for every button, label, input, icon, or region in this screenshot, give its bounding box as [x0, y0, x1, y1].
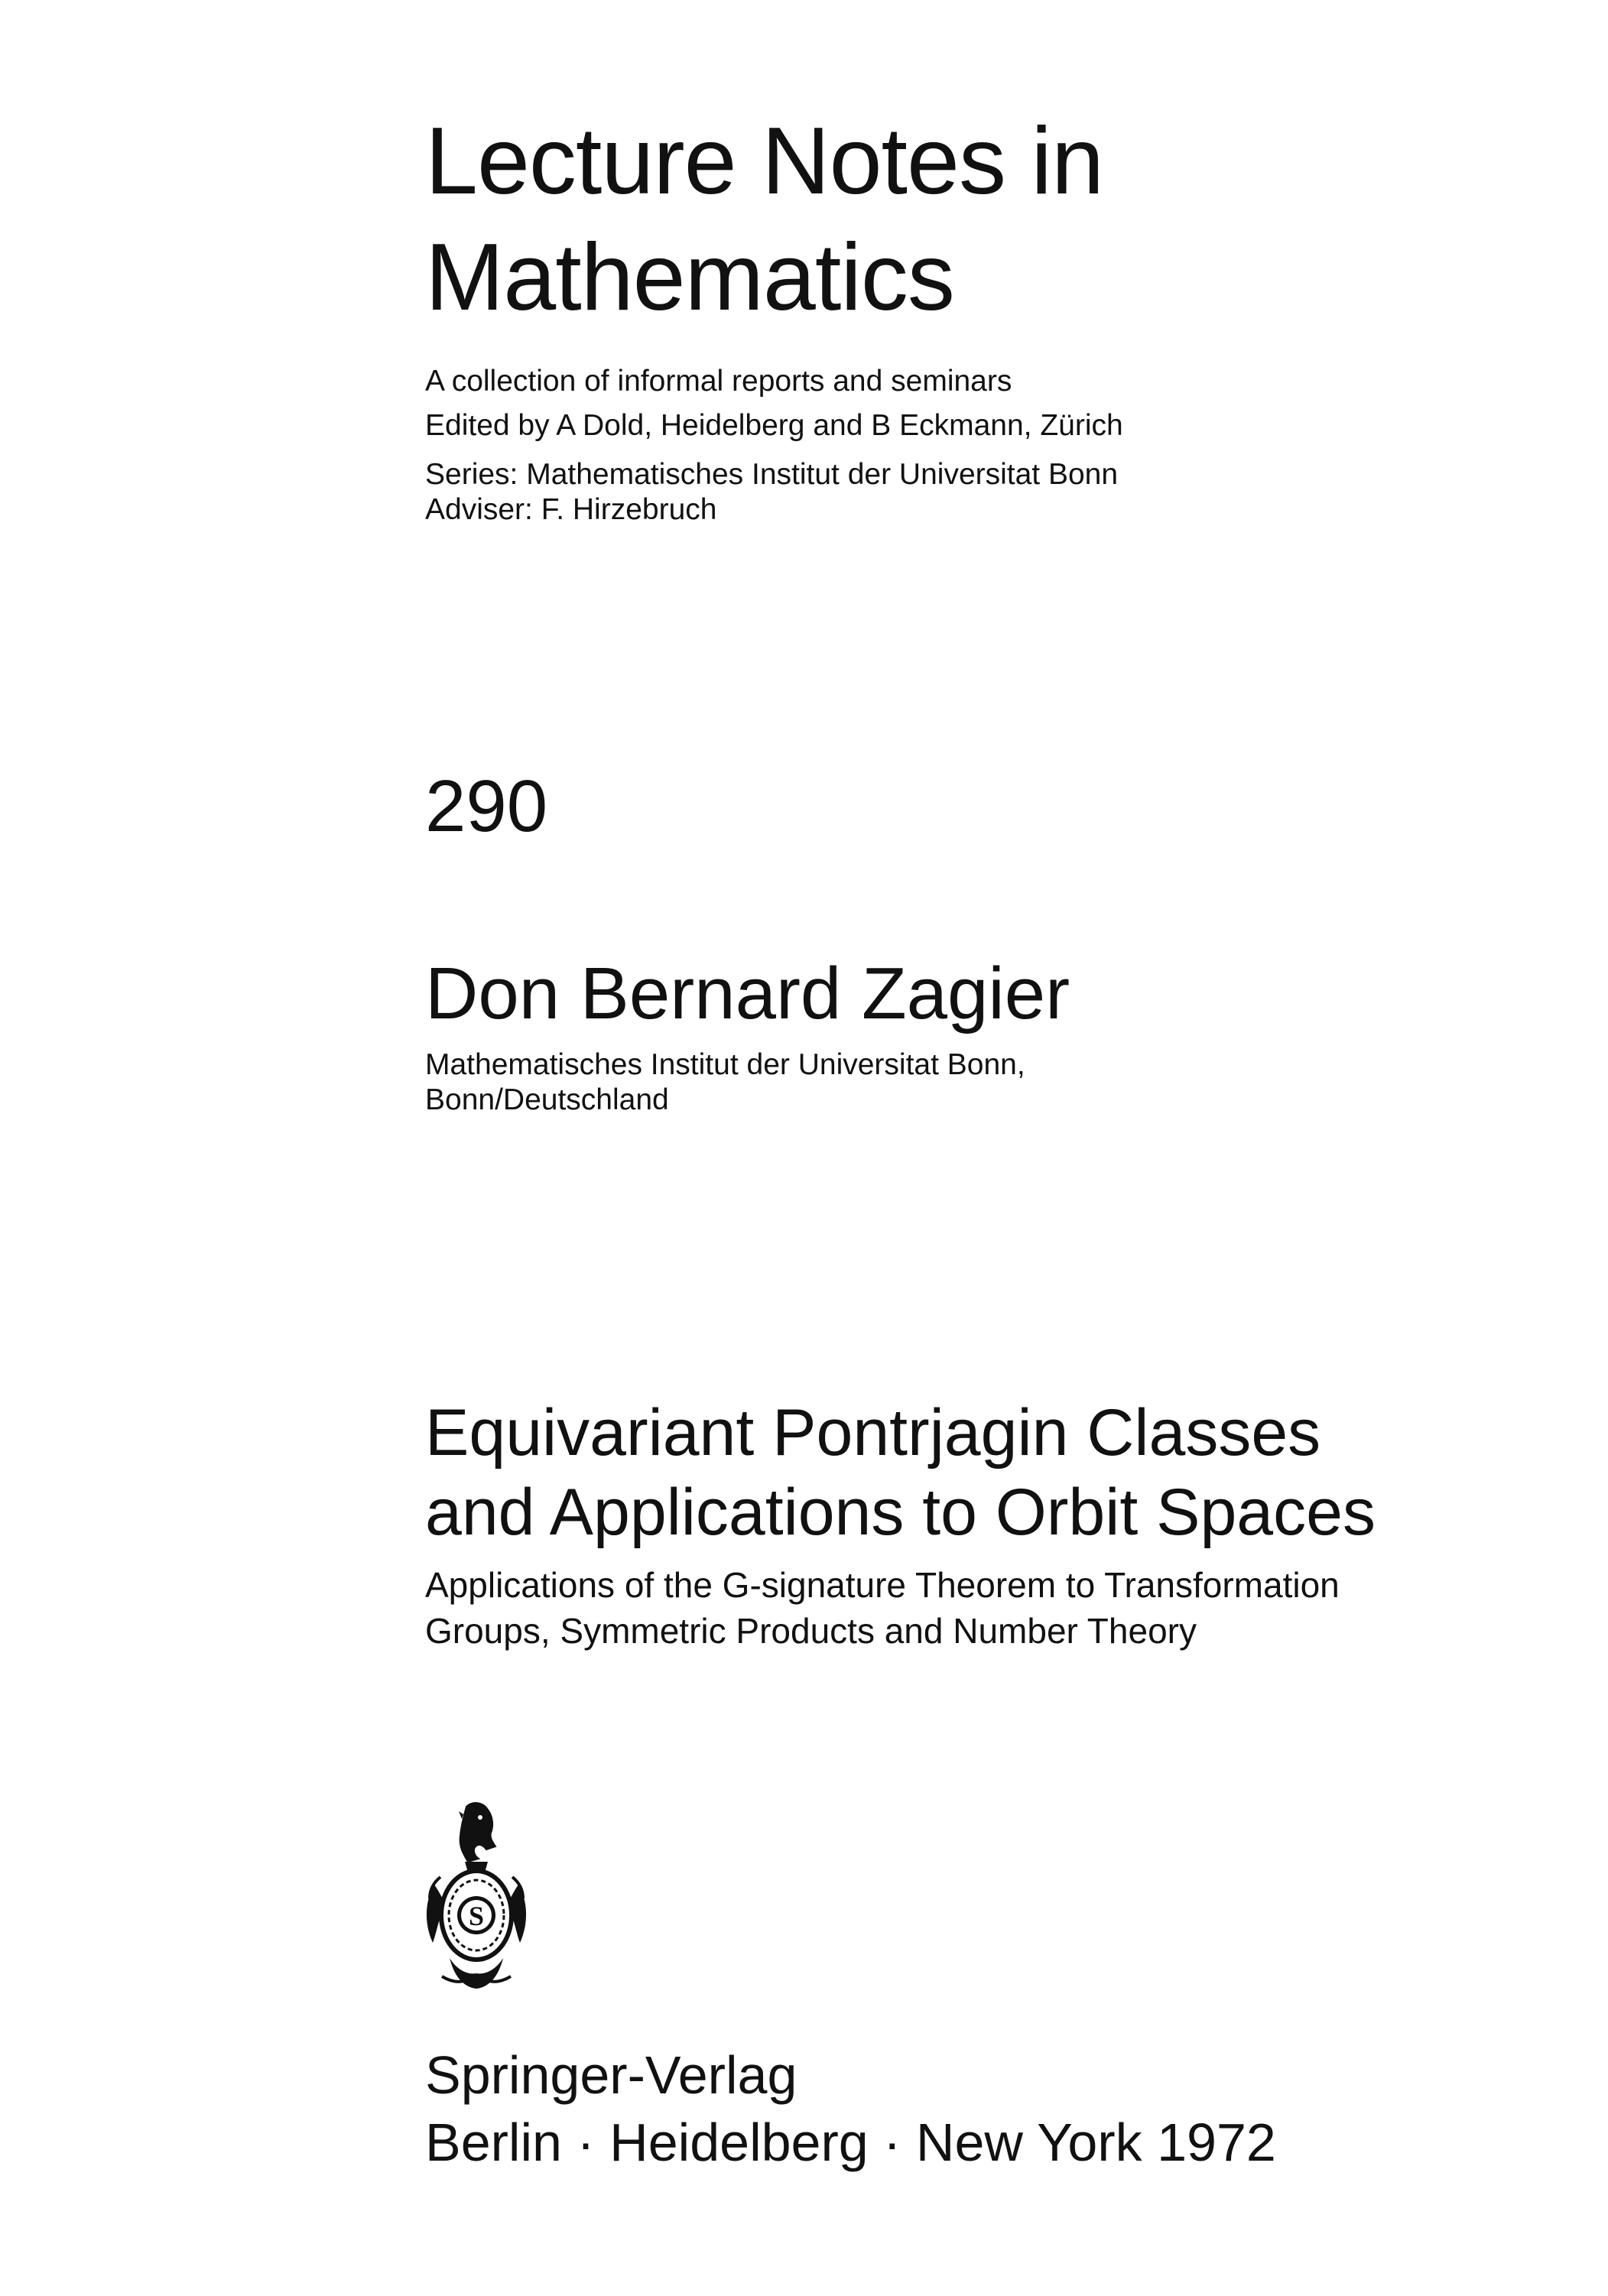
author-affiliation	[425, 1047, 1025, 1118]
book-subtitle-line-1: Applications of the G-signature Theorem to Transformation	[425, 1565, 1340, 1605]
author-name: Don Bernard Zagier	[425, 953, 1070, 1034]
book-title-line-1: Equivariant Pontrjagin Classes	[425, 1396, 1321, 1470]
series-institute: Series: Mathematisches Institut der Universitat Bonn	[425, 458, 1119, 491]
series-info	[425, 359, 1123, 528]
book-subtitle-line-2: Groups, Symmetric Products and Number Theory	[425, 1611, 1197, 1651]
affiliation-line-2: Bonn/Deutschland	[425, 1083, 669, 1116]
series-editors: Edited by A Dold, Heidelberg and B Eckmann, Zürich	[425, 409, 1123, 442]
publisher-name: Springer-Verlag	[425, 2045, 798, 2105]
series-adviser: Adviser: F. Hirzebruch	[425, 493, 717, 526]
affiliation-line-1: Mathematisches Institut der Universitat Bonn,	[425, 1048, 1025, 1081]
publisher-cities-year: Berlin · Heidelberg · New York 1972	[425, 2113, 1276, 2172]
publisher	[425, 2041, 1276, 2176]
series-title-line-2: Mathematics	[425, 225, 954, 330]
springer-knight-icon	[419, 1801, 534, 1992]
series-title-line-1: Lecture Notes in	[425, 109, 1103, 214]
logo-letter: S	[468, 1901, 485, 1931]
book-title-line-2: and Applications to Orbit Spaces	[425, 1476, 1376, 1549]
book-subtitle	[425, 1562, 1340, 1654]
series-description: A collection of informal reports and seminars	[425, 365, 1012, 398]
volume-number: 290	[425, 765, 548, 847]
series-title	[425, 103, 1103, 336]
book-title	[425, 1393, 1376, 1552]
